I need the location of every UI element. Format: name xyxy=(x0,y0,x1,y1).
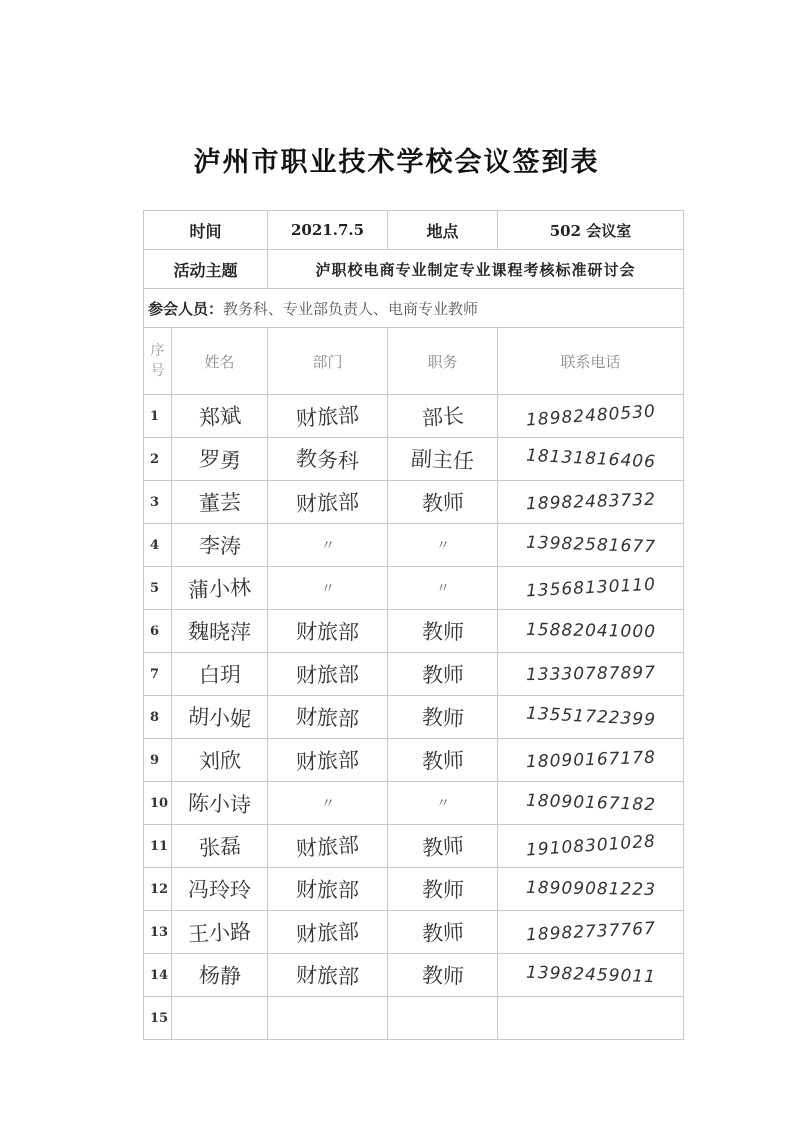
signature-name-text: 杨静 xyxy=(198,963,241,989)
row-number-text: 5 xyxy=(150,580,160,596)
place-label: 地点 xyxy=(388,211,498,250)
signature-phone xyxy=(498,739,684,782)
table-row xyxy=(144,696,684,739)
signature-dept xyxy=(268,954,388,997)
signature-phone xyxy=(498,954,684,997)
signature-dept-text: 〃 xyxy=(320,580,335,598)
signature-name-text: 魏晓萍 xyxy=(187,619,252,645)
signature-phone-text: 18090167178 xyxy=(525,747,656,773)
signature-dept xyxy=(268,782,388,825)
signature-dept xyxy=(268,868,388,911)
signature-dept-text: 财旅部 xyxy=(295,662,360,688)
signature-dept-text: 财旅部 xyxy=(295,402,360,432)
signature-phone-text: 18909081223 xyxy=(525,877,656,901)
attendees-label: 参会人员： xyxy=(148,299,224,318)
signature-phone-text: 18131816406 xyxy=(525,445,656,473)
row-number xyxy=(144,395,172,438)
signature-name-text: 张磊 xyxy=(197,833,242,861)
signature-name xyxy=(172,825,268,868)
signature-phone-text: 19108301028 xyxy=(524,831,657,861)
signature-role xyxy=(388,997,498,1040)
table-row xyxy=(144,653,684,696)
signature-role-text: 〃 xyxy=(435,580,450,598)
table-row xyxy=(144,911,684,954)
signature-role xyxy=(388,610,498,653)
row-number xyxy=(144,954,172,997)
signature-role xyxy=(388,567,498,610)
attendees-value: 教务科、专业部负责人、电商专业教师 xyxy=(223,299,479,318)
row-number-text: 11 xyxy=(150,838,169,854)
signature-dept-text: 财旅部 xyxy=(295,619,360,645)
topic-value: 泸职校电商专业制定专业课程考核标准研讨会 xyxy=(268,250,684,289)
signature-rows xyxy=(144,395,684,1040)
row-number-text: 8 xyxy=(150,709,160,725)
table-row xyxy=(144,610,684,653)
signature-phone xyxy=(498,997,684,1040)
signature-role-text: 教师 xyxy=(421,963,464,989)
signature-name-text: 郑斌 xyxy=(197,403,242,431)
signature-name xyxy=(172,739,268,782)
signature-dept-text: 财旅部 xyxy=(295,832,360,862)
signature-phone-text: 13568130110 xyxy=(525,574,656,602)
column-header-phone: 联系电话 xyxy=(498,328,684,395)
signature-role-text: 〃 xyxy=(435,795,450,813)
table-row xyxy=(144,739,684,782)
signature-name xyxy=(172,438,268,481)
signature-role xyxy=(388,911,498,954)
signature-role-text: 副主任 xyxy=(410,446,475,474)
signature-name xyxy=(172,696,268,739)
row-number-text: 9 xyxy=(150,752,160,768)
meeting-info-row xyxy=(144,211,684,250)
signature-dept xyxy=(268,653,388,696)
signature-dept xyxy=(268,911,388,954)
signature-name xyxy=(172,782,268,825)
table-row xyxy=(144,481,684,524)
signature-role xyxy=(388,653,498,696)
signature-phone-text: 13551722399 xyxy=(525,703,656,731)
signature-name-text: 董芸 xyxy=(198,490,241,516)
signature-phone-text: 18982737767 xyxy=(525,918,656,946)
signature-dept-text: 财旅部 xyxy=(295,704,360,732)
signature-phone-text: 18982483732 xyxy=(525,489,656,515)
signature-dept-text: 财旅部 xyxy=(295,919,360,947)
row-number xyxy=(144,438,172,481)
row-number xyxy=(144,911,172,954)
signature-role-text: 部长 xyxy=(420,403,465,431)
signature-role-text: 教师 xyxy=(420,919,465,947)
signature-name-text: 李涛 xyxy=(198,533,241,559)
signature-name xyxy=(172,610,268,653)
signature-name-text: 蒲小林 xyxy=(187,575,252,603)
row-number-text: 7 xyxy=(150,666,160,682)
signature-name-text: 胡小妮 xyxy=(187,704,252,732)
signature-phone-text: 18090167182 xyxy=(525,790,656,816)
signature-dept-text: 〃 xyxy=(320,537,335,555)
column-header-row xyxy=(144,328,684,395)
signature-role-text: 教师 xyxy=(421,877,464,903)
signature-role xyxy=(388,825,498,868)
signature-name xyxy=(172,911,268,954)
column-header-seq: 序号 xyxy=(144,328,172,395)
row-number-text: 15 xyxy=(150,1010,169,1026)
attendees-cell xyxy=(144,289,684,328)
row-number-text: 3 xyxy=(150,494,160,510)
sign-in-table xyxy=(143,210,684,1040)
page-title: 泸州市职业技术学校会议签到表 xyxy=(193,147,600,178)
signature-phone xyxy=(498,567,684,610)
signature-phone xyxy=(498,524,684,567)
row-number xyxy=(144,997,172,1040)
signature-dept xyxy=(268,997,388,1040)
signature-role-text: 教师 xyxy=(421,748,464,774)
time-label: 时间 xyxy=(144,211,268,250)
signature-name-text: 王小路 xyxy=(187,919,252,947)
signature-dept-text: 财旅部 xyxy=(295,747,360,775)
row-number xyxy=(144,868,172,911)
signature-dept xyxy=(268,395,388,438)
signature-phone xyxy=(498,395,684,438)
signature-phone xyxy=(498,825,684,868)
signature-dept xyxy=(268,524,388,567)
row-number-text: 4 xyxy=(150,537,160,553)
signature-phone-text: 18982480530 xyxy=(524,401,657,431)
signature-name xyxy=(172,954,268,997)
table-row xyxy=(144,524,684,567)
row-number-text: 13 xyxy=(150,924,169,940)
signature-role xyxy=(388,954,498,997)
signature-role xyxy=(388,395,498,438)
signature-role-text: 教师 xyxy=(421,619,464,645)
signature-name xyxy=(172,524,268,567)
row-number xyxy=(144,825,172,868)
table-row xyxy=(144,868,684,911)
topic-row xyxy=(144,250,684,289)
signature-role-text: 教师 xyxy=(420,833,465,861)
signature-dept-text: 〃 xyxy=(320,795,335,813)
signature-role-text: 教师 xyxy=(421,662,464,688)
signature-name-text: 罗勇 xyxy=(197,446,242,474)
row-number-text: 10 xyxy=(150,795,169,811)
signature-phone xyxy=(498,610,684,653)
column-header-role: 职务 xyxy=(388,328,498,395)
attendees-row xyxy=(144,289,684,328)
signature-role xyxy=(388,868,498,911)
row-number-text: 1 xyxy=(150,408,160,424)
topic-label: 活动主题 xyxy=(144,250,268,289)
row-number xyxy=(144,696,172,739)
row-number-text: 2 xyxy=(150,451,160,467)
table-row xyxy=(144,782,684,825)
signature-phone xyxy=(498,653,684,696)
row-number xyxy=(144,653,172,696)
signature-name-text: 陈小诗 xyxy=(187,790,252,818)
signature-role-text: 〃 xyxy=(435,537,450,555)
signature-name-text: 冯玲玲 xyxy=(187,877,252,903)
signature-dept-text: 教务科 xyxy=(295,446,360,474)
table-row xyxy=(144,825,684,868)
signature-phone-text: 15882041000 xyxy=(525,619,656,643)
signature-dept xyxy=(268,610,388,653)
signature-phone xyxy=(498,911,684,954)
place-value: 502 会议室 xyxy=(498,211,684,250)
signature-role-text: 教师 xyxy=(421,490,464,516)
signature-role xyxy=(388,438,498,481)
row-number xyxy=(144,567,172,610)
row-number xyxy=(144,610,172,653)
signature-role xyxy=(388,782,498,825)
signature-dept xyxy=(268,567,388,610)
column-header-dept: 部门 xyxy=(268,328,388,395)
signature-phone xyxy=(498,782,684,825)
row-number xyxy=(144,739,172,782)
signature-dept xyxy=(268,481,388,524)
signature-role xyxy=(388,696,498,739)
signature-dept xyxy=(268,696,388,739)
signature-role xyxy=(388,481,498,524)
signature-dept xyxy=(268,739,388,782)
table-row xyxy=(144,954,684,997)
column-header-name: 姓名 xyxy=(172,328,268,395)
signature-phone-text: 13982459011 xyxy=(525,962,656,988)
signature-name xyxy=(172,567,268,610)
table-row xyxy=(144,997,684,1040)
row-number xyxy=(144,782,172,825)
signature-name xyxy=(172,997,268,1040)
signature-dept xyxy=(268,825,388,868)
signature-name xyxy=(172,653,268,696)
signature-name-text: 刘欣 xyxy=(198,748,241,774)
signature-role-text: 教师 xyxy=(420,704,465,732)
row-number-text: 14 xyxy=(150,967,169,983)
signature-dept-text: 财旅部 xyxy=(295,962,360,990)
signature-phone xyxy=(498,696,684,739)
signature-phone-text: 13982581677 xyxy=(525,532,656,558)
signature-name xyxy=(172,868,268,911)
row-number-text: 6 xyxy=(150,623,160,639)
signature-phone xyxy=(498,868,684,911)
signature-phone-text: 13330787897 xyxy=(525,662,656,686)
time-value: 2021.7.5 xyxy=(268,211,388,250)
row-number xyxy=(144,481,172,524)
signature-name-text: 白玥 xyxy=(198,662,241,688)
signature-name xyxy=(172,395,268,438)
table-row xyxy=(144,395,684,438)
table-row xyxy=(144,438,684,481)
signature-dept xyxy=(268,438,388,481)
table-row xyxy=(144,567,684,610)
row-number xyxy=(144,524,172,567)
signature-dept-text: 财旅部 xyxy=(295,877,360,903)
signature-phone xyxy=(498,481,684,524)
signature-dept-text: 财旅部 xyxy=(295,489,360,517)
signature-role xyxy=(388,524,498,567)
signature-phone xyxy=(498,438,684,481)
signature-name xyxy=(172,481,268,524)
row-number-text: 12 xyxy=(150,881,169,897)
signature-role xyxy=(388,739,498,782)
